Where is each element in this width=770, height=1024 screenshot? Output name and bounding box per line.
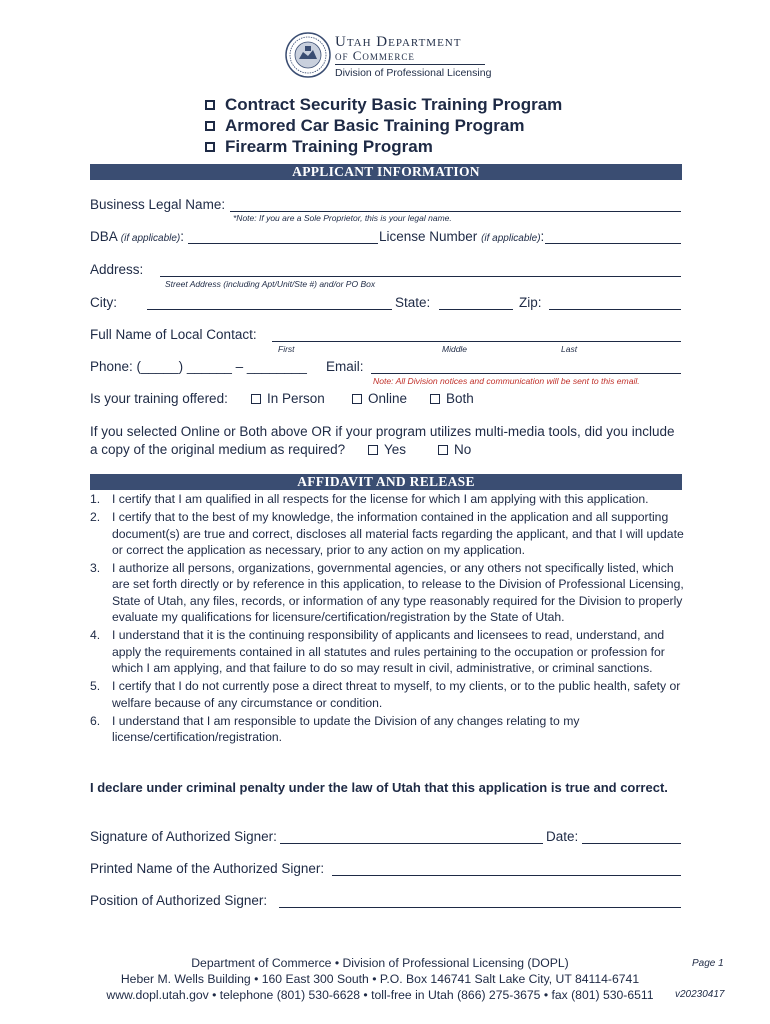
- org-name-line2: of Commerce: [335, 48, 415, 63]
- org-division: Division of Professional Licensing: [335, 67, 492, 79]
- license-colon: :: [540, 229, 545, 244]
- offered-both-option[interactable]: [430, 391, 474, 406]
- contact-name-field[interactable]: [272, 341, 681, 342]
- printed-name-label: Printed Name of the Authorized Signer:: [90, 861, 325, 876]
- affidavit-item: [90, 509, 686, 558]
- footer-line1: Department of Commerce • Division of Professional Licensing (DOPL): [191, 956, 569, 970]
- license-label-group: [379, 229, 544, 244]
- program-label: Firearm Training Program: [225, 137, 433, 156]
- affidavit-item: [90, 678, 686, 711]
- org-name-line1: Utah Department: [335, 34, 462, 50]
- middle-name-caption: Middle: [442, 344, 468, 354]
- media-yes-checkbox[interactable]: [368, 445, 378, 455]
- item-number: 3.: [90, 561, 101, 576]
- last-name-caption: Last: [561, 344, 578, 354]
- city-field[interactable]: [147, 309, 392, 310]
- dba-note: (if applicable): [120, 233, 181, 244]
- printed-name-field[interactable]: [332, 875, 681, 876]
- offered-both-checkbox[interactable]: [430, 394, 440, 404]
- department-logo: [285, 32, 492, 82]
- media-yes-option[interactable]: [368, 442, 406, 457]
- item-number: 6.: [90, 713, 101, 728]
- address-label: Address:: [90, 262, 144, 277]
- business-name-field[interactable]: [230, 211, 681, 212]
- footer-line3: www.dopl.utah.gov • telephone (801) 530-6628 • toll-free in Utah (866) 275-3675 • fax (801) 530-6511: [106, 988, 654, 1002]
- item-text: I authorize all persons, organizations, governmental agencies, or any others not specifically listed, which are set forth directly or by reference in this application, to release to the Division of Professional Licensing, State of Utah, any files, records, or information of any type reasonably required for the Division to properly evaluate my qualifications for licensure/certification/registration by the State of Utah.: [112, 561, 684, 625]
- first-name-caption: First: [278, 344, 295, 354]
- dba-field[interactable]: [188, 243, 378, 244]
- item-number: 1.: [90, 492, 101, 506]
- offered-both-label: Both: [446, 391, 474, 406]
- program-option-contract-security[interactable]: [205, 95, 562, 115]
- offered-online-label: Online: [368, 391, 408, 406]
- address-field[interactable]: [160, 276, 681, 277]
- affidavit-list: [90, 491, 686, 747]
- logo-divider: [335, 64, 485, 65]
- offered-online-option[interactable]: [352, 391, 407, 406]
- program-checkbox[interactable]: [205, 121, 215, 131]
- item-text: I certify that to the best of my knowledge, the information contained in the application and all supporting document(s) are true and correct, discloses all material facts regarding the applicant, and that I will update or correct the application as necessary, prior to any action on my application.: [112, 510, 684, 557]
- email-label: Email:: [326, 359, 364, 374]
- item-text: I certify that I am qualified in all respects for the license for which I am applying with this application.: [112, 492, 649, 506]
- dba-colon: :: [180, 229, 185, 244]
- media-yes-label: Yes: [384, 442, 407, 457]
- affidavit-item: [90, 491, 686, 507]
- address-note: Street Address (including Apt/Unit/Ste #) and/or PO Box: [165, 279, 376, 289]
- date-label: Date:: [546, 829, 579, 844]
- declaration-statement: I declare under criminal penalty under the law of Utah that this application is true and correct.: [90, 780, 668, 795]
- media-no-checkbox[interactable]: [438, 445, 448, 455]
- media-no-label: No: [454, 442, 472, 457]
- item-number: 2.: [90, 510, 101, 525]
- applicant-section-header: APPLICANT INFORMATION: [90, 164, 682, 180]
- page-number: Page 1: [692, 958, 724, 969]
- footer-line2: Heber M. Wells Building • 160 East 300 South • P.O. Box 146741 Salt Lake City, UT 84114-6741: [120, 972, 640, 986]
- signature-field[interactable]: [280, 843, 543, 844]
- contact-label: Full Name of Local Contact:: [90, 327, 257, 342]
- state-label: State:: [395, 295, 431, 310]
- license-label: License Number: [379, 229, 478, 244]
- affidavit-item: [90, 627, 686, 676]
- item-number: 5.: [90, 679, 101, 694]
- offered-in-person-checkbox[interactable]: [251, 394, 261, 404]
- offered-online-checkbox[interactable]: [352, 394, 362, 404]
- email-field[interactable]: [371, 373, 681, 374]
- media-no-option[interactable]: [438, 442, 471, 457]
- date-field[interactable]: [582, 843, 681, 844]
- email-note: Note: All Division notices and communication will be sent to this email.: [373, 376, 640, 386]
- offered-in-person-label: In Person: [267, 391, 325, 406]
- program-checkbox[interactable]: [205, 100, 215, 110]
- program-option-firearm[interactable]: [205, 137, 433, 157]
- media-question-line2: a copy of the original medium as required?: [90, 442, 346, 457]
- program-checkbox[interactable]: [205, 142, 215, 152]
- item-text: I certify that I do not currently pose a direct threat to myself, to my clients, or to the public health, safety or welfare because of any circumstance or condition.: [112, 679, 681, 710]
- zip-field[interactable]: [549, 309, 681, 310]
- license-number-field[interactable]: [545, 243, 681, 244]
- business-name-note: *Note: If you are a Sole Proprietor, this is your legal name.: [233, 213, 452, 223]
- city-label: City:: [90, 295, 117, 310]
- item-text: I understand that I am responsible to update the Division of any changes relating to my license/certification/registration.: [112, 713, 580, 745]
- state-field[interactable]: [439, 309, 513, 310]
- dba-label-group: [90, 229, 184, 244]
- zip-label: Zip:: [519, 295, 542, 310]
- phone-field[interactable]: Phone: (_____) ______ – ________: [90, 359, 307, 374]
- item-text: I understand that it is the continuing responsibility of applicants and licensees to read, understand, and apply the requirements contained in all statutes and rules pertaining to the occupation or profession for which I am applying, and that failure to do so may result in civil, administrative, or criminal sanctions.: [112, 628, 665, 675]
- media-question-line1: If you selected Online or Both above OR if your program utilizes multi-media tools, did you include: [90, 424, 675, 439]
- program-option-armored-car[interactable]: [205, 116, 524, 136]
- training-offered-label: Is your training offered:: [90, 391, 228, 406]
- affidavit-item: [90, 713, 686, 746]
- dba-label: DBA: [90, 229, 118, 244]
- state-seal-icon: [285, 32, 331, 78]
- position-label: Position of Authorized Signer:: [90, 893, 268, 908]
- position-field[interactable]: [279, 907, 681, 908]
- signature-label: Signature of Authorized Signer:: [90, 829, 277, 844]
- program-label: Armored Car Basic Training Program: [225, 116, 525, 135]
- license-note: (if applicable): [481, 233, 541, 244]
- form-version: v20230417: [675, 989, 725, 1000]
- offered-in-person-option[interactable]: [251, 391, 325, 406]
- item-number: 4.: [90, 628, 101, 643]
- program-label: Contract Security Basic Training Program: [225, 95, 563, 114]
- business-name-label: Business Legal Name:: [90, 197, 226, 212]
- affidavit-section-header: AFFIDAVIT AND RELEASE: [90, 474, 682, 490]
- affidavit-item: [90, 560, 686, 625]
